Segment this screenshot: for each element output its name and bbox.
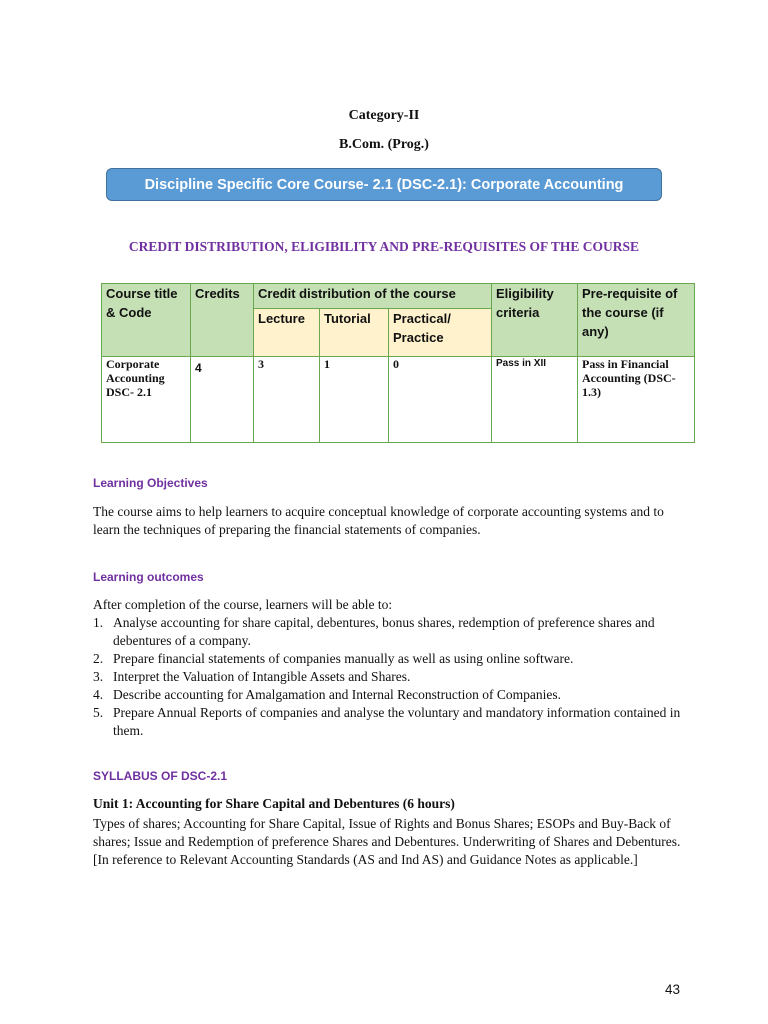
cell-tutorial: 1 (320, 357, 389, 443)
list-item-text: Prepare financial statements of companies manually as well as using online software. (113, 651, 574, 666)
course-title-banner: Discipline Specific Core Course- 2.1 (DSC-2.1): Corporate Accounting (106, 168, 662, 201)
header-course-title: Course title & Code (102, 284, 191, 357)
header-credit-distribution: Credit distribution of the course (254, 284, 492, 309)
cell-credits: 4 (191, 357, 254, 443)
list-item (93, 650, 683, 668)
learning-objectives-heading: Learning Objectives (93, 476, 208, 490)
list-item-number: 2. (93, 651, 104, 666)
list-item-text: Analyse accounting for share capital, debentures, bonus shares, redemption of preference shares and debentures of a company. (113, 615, 655, 648)
unit-1-title: Unit 1: Accounting for Share Capital and Debentures (6 hours) (93, 796, 455, 811)
learning-outcomes-heading: Learning outcomes (93, 570, 204, 584)
learning-outcomes-list (93, 614, 683, 740)
list-item-text: Prepare Annual Reports of companies and analyse the voluntary and mandatory information contained in them. (113, 705, 681, 738)
category-label: Category-II (348, 108, 420, 123)
cell-lecture: 3 (254, 357, 320, 443)
list-item-number: 4. (93, 687, 104, 702)
cell-prerequisite: Pass in Financial Accounting (DSC- 1.3) (578, 357, 695, 443)
credit-distribution-heading: CREDIT DISTRIBUTION, ELIGIBILITY AND PRE-REQUISITES OF THE COURSE (128, 239, 640, 254)
header-credits: Credits (191, 284, 254, 357)
learning-outcomes-intro: After completion of the course, learners will be able to: (93, 597, 393, 612)
list-item (93, 668, 683, 686)
syllabus-heading: SYLLABUS OF DSC-2.1 (93, 769, 228, 783)
cell-practical: 0 (389, 357, 492, 443)
table-row (102, 357, 695, 443)
list-item (93, 686, 683, 704)
list-item-number: 3. (93, 669, 104, 684)
header-lecture: Lecture (254, 309, 320, 357)
page-number: 43 (664, 982, 680, 997)
list-item (93, 614, 683, 650)
unit-1-text: Types of shares; Accounting for Share Capital, Issue of Rights and Bonus Shares; ESOPs and Buy-Back of shares; Issue and Redemption of preference Shares and Debentures. Underwriting of Shares and Debentures. [In reference to Relevant Accounting Standards (AS and Ind AS) and Guidance Notes as applicable.] (93, 816, 681, 867)
learning-objectives-text: The course aims to help learners to acquire conceptual knowledge of corporate accounting systems and to learn the techniques of preparing the financial statements of companies. (93, 504, 664, 537)
header-tutorial: Tutorial (320, 309, 389, 357)
program-label: B.Com. (Prog.) (339, 137, 429, 152)
cell-eligibility: Pass in XII (492, 357, 578, 443)
list-item-number: 1. (93, 615, 104, 630)
list-item-text: Describe accounting for Amalgamation and Internal Reconstruction of Companies. (113, 687, 561, 702)
header-practical: Practical/ Practice (389, 309, 492, 357)
list-item-text: Interpret the Valuation of Intangible Assets and Shares. (113, 669, 411, 684)
list-item-number: 5. (93, 705, 104, 720)
credit-distribution-table (101, 283, 695, 443)
header-eligibility: Eligibility criteria (492, 284, 578, 357)
list-item (93, 704, 683, 740)
cell-course-title: Corporate Accounting DSC- 2.1 (102, 357, 191, 443)
header-prerequisite: Pre-requisite of the course (if any) (578, 284, 695, 357)
